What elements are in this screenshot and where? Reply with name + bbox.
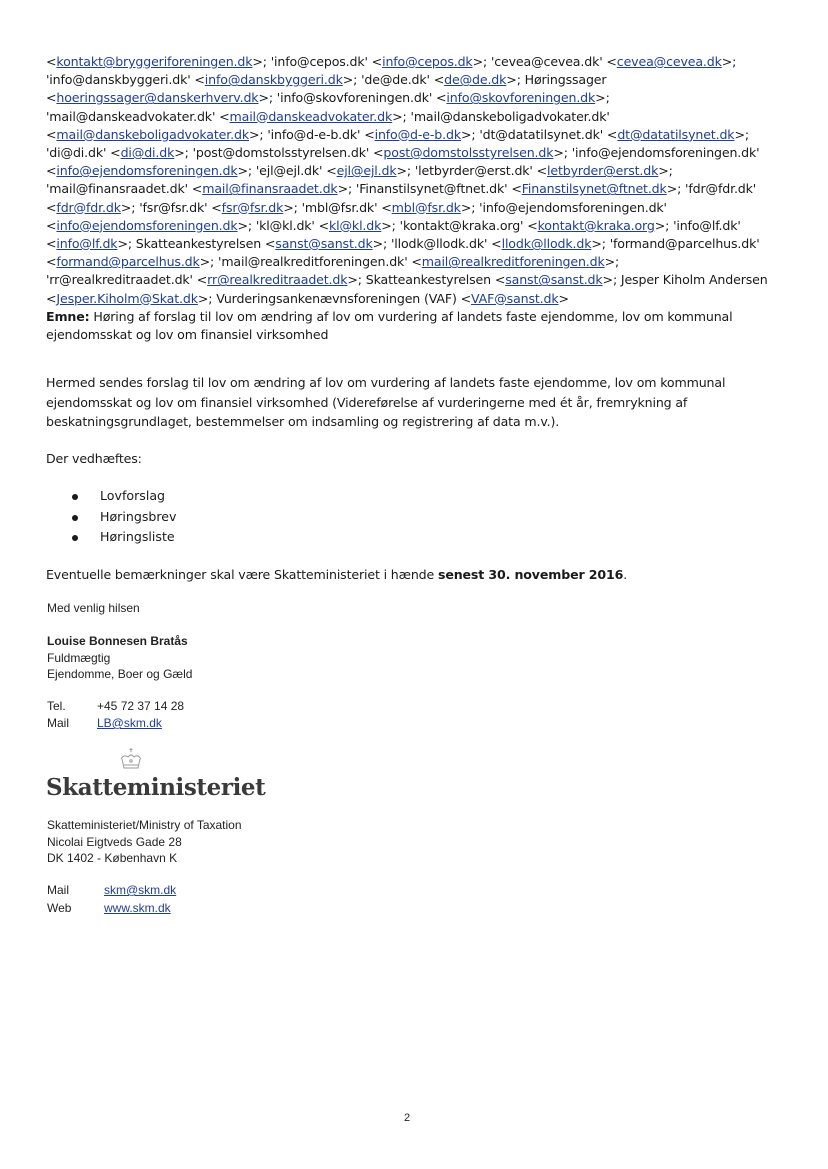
intro-line-3: beskatningsgrundlaget, bestemmelser om indsamling og registrering af data m.v.). xyxy=(46,414,560,430)
email-link[interactable]: kontakt@kraka.org xyxy=(537,217,655,233)
recipient-text: >; 'fsr@fsr.dk' < xyxy=(120,199,222,215)
email-link[interactable]: post@domstolsstyrelsen.dk xyxy=(383,145,554,161)
subject-line xyxy=(46,308,786,326)
greeting: Med venlig hilsen xyxy=(47,601,140,615)
tel-value: +45 72 37 14 28 xyxy=(97,699,185,713)
recipient-line xyxy=(46,71,786,89)
recipient-text: >; 'cevea@cevea.dk' < xyxy=(472,54,617,69)
deadline-sentence xyxy=(46,565,776,585)
recipient-text: >; 'Finanstilsynet@ftnet.dk' < xyxy=(337,181,522,197)
recipient-text: >; 'kl@kl.dk' < xyxy=(237,217,329,233)
page-number: 2 xyxy=(404,1112,411,1124)
recipient-line xyxy=(46,199,786,217)
recipient-text: 'rr@realkreditraadet.dk' < xyxy=(46,272,208,288)
email-link[interactable]: formand@parcelhus.dk xyxy=(56,254,200,270)
recipient-text: < xyxy=(46,126,57,142)
recipient-text: < xyxy=(46,236,57,252)
email-link[interactable]: hoeringssager@danskerhverv.dk xyxy=(56,90,259,106)
recipient-line xyxy=(46,89,786,107)
signer-title: Fuldmægtig xyxy=(47,650,111,665)
email-link[interactable]: fdr@fdr.dk xyxy=(56,199,121,215)
recipient-text: >; xyxy=(734,126,749,142)
recipient-line xyxy=(46,253,786,271)
recipient-list xyxy=(46,53,786,344)
recipient-text: < xyxy=(46,199,57,215)
deadline-prefix: Eventuelle bemærkninger skal være Skatteministeriet i hænde xyxy=(46,567,438,582)
org-web-label: Web xyxy=(47,901,72,915)
email-link[interactable]: Jesper.Kiholm@Skat.dk xyxy=(56,290,198,306)
org-mail-label: Mail xyxy=(47,883,70,897)
subject-text: Høring af forslag til lov om ændring af lov om vurdering af landets faste ejendomme, lov om kommunal xyxy=(89,308,733,324)
bullet-icon xyxy=(72,515,78,521)
recipient-text: > xyxy=(558,290,569,306)
email-link[interactable]: mail@danskeadvokater.dk xyxy=(229,108,393,124)
recipient-line xyxy=(46,108,786,126)
recipient-text: >; 'info@ejendomsforeningen.dk' xyxy=(460,199,667,215)
recipient-text: >; Jesper Kiholm Andersen xyxy=(602,272,768,288)
recipient-text: >; 'fdr@fdr.dk' xyxy=(666,181,757,197)
recipient-text: < xyxy=(46,54,57,69)
recipient-line xyxy=(46,162,786,180)
recipient-text: < xyxy=(46,217,57,233)
organization-address xyxy=(47,817,242,867)
intro-line-2: ejendomsskat og lov om finansiel virksomhed (Videreførelse af vurderingerne med ét år, fremrykning af xyxy=(46,394,688,410)
recipient-text: >; xyxy=(721,54,737,69)
email-link[interactable]: info@ejendomsforeningen.dk xyxy=(56,163,238,179)
signer-name: Louise Bonnesen Bratås xyxy=(47,634,188,648)
email-link[interactable]: VAF@sanst.dk xyxy=(471,290,559,306)
recipient-text: >; 'letbyrder@erst.dk' < xyxy=(396,163,547,179)
attachment-name: Høringsliste xyxy=(100,529,175,544)
email-link[interactable]: sanst@sanst.dk xyxy=(275,236,373,252)
list-item xyxy=(70,486,177,507)
recipient-line xyxy=(46,144,786,162)
email-link[interactable]: info@d-e-b.dk xyxy=(374,126,461,142)
recipient-text: >; 'de@de.dk' < xyxy=(342,72,445,88)
recipient-text: >; 'post@domstolsstyrelsen.dk' < xyxy=(174,145,384,161)
attachment-name: Lovforslag xyxy=(100,488,166,503)
mail-label: Mail xyxy=(47,716,70,730)
email-link[interactable]: fsr@fsr.dk xyxy=(221,199,284,215)
attachment-name: Høringsbrev xyxy=(100,508,177,524)
subject-label: Emne: xyxy=(46,308,90,324)
email-link[interactable]: info@cepos.dk xyxy=(382,54,473,69)
recipient-text: >; xyxy=(595,90,610,106)
recipient-text: >; 'info@skovforeningen.dk' < xyxy=(258,90,447,106)
recipient-line xyxy=(46,217,786,235)
signer-department: Ejendomme, Boer og Gæld xyxy=(47,667,193,681)
list-item xyxy=(70,507,177,528)
recipient-text: >; 'mail@realkreditforeningen.dk' < xyxy=(199,254,422,270)
recipient-text: 'info@danskbyggeri.dk' < xyxy=(46,72,205,88)
bullet-icon xyxy=(72,535,78,541)
email-link[interactable]: rr@realkreditraadet.dk xyxy=(207,272,348,288)
email-link[interactable]: kontakt@bryggeriforeningen.dk xyxy=(56,54,253,69)
email-link[interactable]: sanst@sanst.dk xyxy=(505,272,603,288)
recipient-text: >; 'formand@parcelhus.dk' xyxy=(591,236,760,252)
address-city: DK 1402 - København K xyxy=(47,851,178,865)
email-link[interactable]: info@ejendomsforeningen.dk xyxy=(56,217,238,233)
email-link[interactable]: di@di.dk xyxy=(120,145,175,161)
recipient-text: >; 'llodk@llodk.dk' < xyxy=(372,236,502,252)
org-web-link[interactable] xyxy=(104,901,171,915)
recipient-text: >; xyxy=(604,254,620,270)
email-link[interactable]: info@skovforeningen.dk xyxy=(446,90,596,106)
email-link[interactable]: ejl@ejl.dk xyxy=(336,163,397,179)
recipient-text: 'di@di.dk' < xyxy=(46,145,121,161)
recipient-text: < xyxy=(46,163,57,179)
email-link[interactable]: letbyrder@erst.dk xyxy=(547,163,659,179)
recipient-text: < xyxy=(46,290,57,306)
recipient-text: >; 'info@cepos.dk' < xyxy=(252,54,383,69)
recipient-text: >; 'dt@datatilsynet.dk' < xyxy=(460,126,618,142)
email-link[interactable]: cevea@cevea.dk xyxy=(616,54,722,69)
recipient-text: < xyxy=(46,90,57,106)
recipient-text: >; Vurderingsankenævnsforeningen (VAF) < xyxy=(197,290,471,306)
recipient-text: >; 'mbl@fsr.dk' < xyxy=(283,199,392,215)
org-mail-link[interactable] xyxy=(104,883,176,897)
subject-text-continued: ejendomsskat og lov om finansiel virksomhed xyxy=(46,327,329,343)
email-link[interactable]: dt@datatilsynet.dk xyxy=(617,126,735,142)
recipient-text: >; 'info@ejendomsforeningen.dk' xyxy=(553,145,760,161)
recipient-line xyxy=(46,180,786,198)
recipient-line xyxy=(46,126,786,144)
recipient-text: >; 'ejl@ejl.dk' < xyxy=(237,163,337,179)
recipient-line xyxy=(46,53,786,71)
org-web-link-text[interactable]: www.skm.dk xyxy=(104,901,171,915)
deadline-date: senest 30. november 2016 xyxy=(437,567,624,582)
organization-name: Skatteministeriet/Ministry of Taxation xyxy=(47,818,242,832)
organization-logo: Skatteministeriet xyxy=(46,774,266,801)
deadline-suffix: . xyxy=(623,567,628,582)
recipient-text: >; xyxy=(658,163,673,179)
recipient-text: >; 'mail@danskeboligadvokater.dk' xyxy=(392,108,610,124)
email-link[interactable]: kl@kl.dk xyxy=(329,217,382,233)
email-link[interactable]: info@lf.dk xyxy=(56,236,118,252)
signature-block xyxy=(47,633,192,683)
recipient-text: >; 'info@lf.dk' xyxy=(654,217,741,233)
recipient-line xyxy=(46,290,786,308)
intro-paragraph xyxy=(46,373,776,432)
address-street: Nicolai Eigtveds Gade 28 xyxy=(47,834,182,849)
tel-label: Tel. xyxy=(47,699,66,713)
email-link[interactable]: mbl@fsr.dk xyxy=(391,199,461,215)
email-link[interactable]: info@danskbyggeri.dk xyxy=(204,72,343,88)
recipient-text: < xyxy=(46,254,57,270)
mail-link[interactable] xyxy=(97,716,162,730)
email-link[interactable]: mail@danskeboligadvokater.dk xyxy=(56,126,249,142)
intro-line-1: Hermed sendes forslag til lov om ændring af lov om vurdering af landets faste ejendomme, lov om kommunal xyxy=(46,375,726,390)
recipient-text: >; 'info@d-e-b.dk' < xyxy=(248,126,375,142)
recipient-text: 'mail@finansraadet.dk' < xyxy=(46,181,203,197)
recipient-text: >; 'kontakt@kraka.org' < xyxy=(381,217,538,233)
recipient-line xyxy=(46,271,786,289)
org-mail-link-text[interactable]: skm@skm.dk xyxy=(104,883,177,897)
email-link[interactable]: mail@finansraadet.dk xyxy=(202,181,338,197)
email-link[interactable]: llodk@llodk.dk xyxy=(501,236,592,252)
attached-label: Der vedhæftes: xyxy=(46,451,142,466)
email-link[interactable]: Finanstilsynet@ftnet.dk xyxy=(521,181,667,197)
mail-link-text[interactable]: LB@skm.dk xyxy=(97,716,162,730)
subject-line-2 xyxy=(46,326,786,344)
recipient-text: >; Høringssager xyxy=(506,72,607,88)
attachment-list xyxy=(70,486,177,548)
recipient-line xyxy=(46,235,786,253)
list-item xyxy=(70,527,177,548)
email-link[interactable]: de@de.dk xyxy=(444,72,507,88)
recipient-text: 'mail@danskeadvokater.dk' < xyxy=(46,108,230,124)
crown-icon xyxy=(116,746,146,774)
bullet-icon xyxy=(72,494,78,500)
recipient-text: >; Skatteankestyrelsen < xyxy=(347,272,506,288)
recipient-text: >; Skatteankestyrelsen < xyxy=(117,236,276,252)
email-link[interactable]: mail@realkreditforeningen.dk xyxy=(421,254,605,270)
